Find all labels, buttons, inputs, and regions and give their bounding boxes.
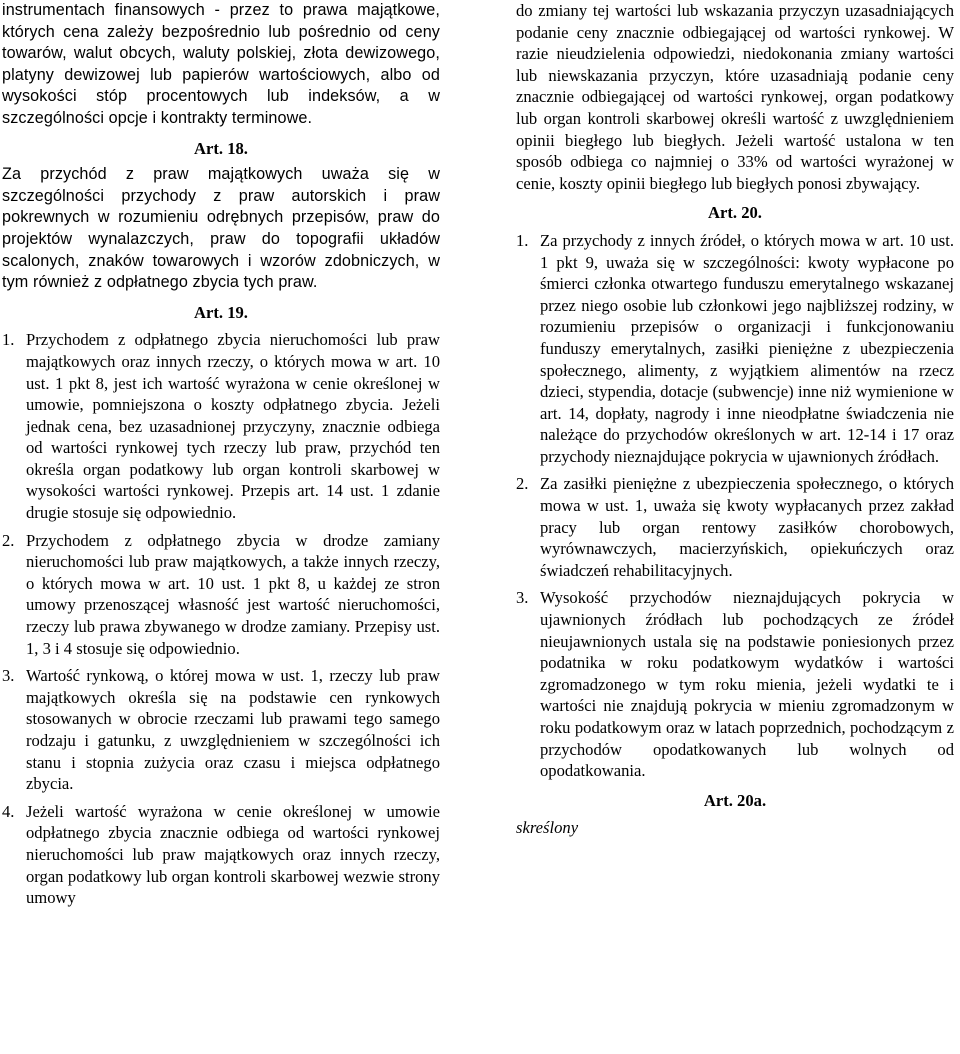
article-20-item-1	[516, 230, 954, 468]
item-text: Jeżeli wartość wyrażona w cenie określonej w umowie odpłatnego zbycia znacznie odbiega od wartości rynkowej nieruchomości lub praw majątkowych oraz innych rzeczy, organ podatkowy lub organ kontroli skarbowej wezwie strony umowy	[26, 801, 440, 908]
article-18-heading: Art. 18.	[194, 138, 248, 158]
item-number: 1.	[2, 330, 15, 350]
article-19-item-1	[2, 329, 440, 523]
article-19-item-3	[2, 665, 440, 795]
item-text: Przychodem z odpłatnego zbycia w drodze zamiany nieruchomości lub praw majątkowych, a także innych rzeczy, o których mowa w art. 10 ust. 1 pkt 8, u każdej ze stron umowy przenoszącej własność jest wartość nieruchomości, rzeczy lub prawa zbywanego w drodze zamiany. Przepisy ust. 1, 3 i 4 stosuje się odpowiednio.	[26, 530, 440, 658]
item-number: 2.	[516, 474, 529, 494]
item-text: Przychodem z odpłatnego zbycia nieruchomości lub praw majątkowych oraz innych rzeczy, o których mowa w art. 10 ust. 1 pkt 8, jest ich wartość wyrażona w cenie określonej w umowie, pomniejszona o koszty odpłatnego zbycia. Jeżeli jednak cena, bez uzasadnionej przyczyny, znacznie odbiega od wartości rynkowej tych rzeczy lub praw, przychód ten określa organ podatkowy lub organ kontroli skarbowej w wysokości wartości rynkowej. Przepis art. 14 ust. 1 zdanie drugie stosuje się odpowiednio.	[26, 330, 440, 523]
article-19-heading: Art. 19.	[194, 302, 248, 322]
item-number: 2.	[2, 530, 15, 550]
paragraph-derivatives-definition: instrumentach finansowych - przez to prawa majątkowe, których cena zależy bezpośrednio lub pośrednio od ceny towarów, walut obcych, waluty polskiej, złota dewizowego, platyny dewizowej lub papierów wartościowych, albo od wysokości stóp procentowych lub indeksów, a w szczególności opcje i kontrakty terminowe.	[2, 1, 440, 127]
article-19-item-4	[2, 801, 440, 909]
article-20a-heading: Art. 20a.	[703, 790, 767, 810]
item-number: 1.	[516, 230, 529, 250]
left-column	[2, 0, 440, 909]
article-20a-repealed-note: skreślony	[516, 818, 579, 838]
item-number: 3.	[2, 666, 15, 686]
paragraph-continuation: do zmiany tej wartości lub wskazania przyczyn uzasadniających podanie ceny znacznie odbiegającej od wartości rynkowej. W razie nieudzielenia odpowiedzi, niedokonania zmiany wartości lub niewskazania przyczyn, które uzasadniają podanie ceny znacznie odbiegającej od wartości rynkowej, organ podatkowy lub organ kontroli skarbowej określi wartość z uwzględnieniem opinii biegłego lub biegłych. Jeżeli wartość ustalona w ten sposób odbiega co najmniej o 33% od wartości wyrażonej w cenie, koszty opinii biegłego lub biegłych ponosi zbywający.	[516, 1, 954, 193]
item-text: Za przychody z innych źródeł, o których mowa w art. 10 ust. 1 pkt 9, uważa się w szczególności: kwoty wypłacone po śmierci członka otwartego funduszu emerytalnego wskazanej przez niego osobie lub członkowi jego najbliższej rodziny, w rozumieniu przepisów o organizacji i funkcjonowaniu funduszy emerytalnych, zasiłki pieniężne z ubezpieczenia społecznego, alimenty, z wyjątkiem alimentów na rzecz dzieci, stypendia, dotacje (subwencje) inne niż wymienione w art. 14, dopłaty, nagrody i inne nieodpłatne świadczenia nie należące do przychodów określonych w art. 12-14 i 17 oraz przychody nieznajdujące pokrycia w ujawnionych źródłach.	[540, 230, 954, 466]
article-19-item-2	[2, 530, 440, 660]
item-number: 4.	[2, 801, 15, 821]
item-text: Za zasiłki pieniężne z ubezpieczenia społecznego, o których mowa w ust. 1, uważa się kwoty wypłacanych przez zakład pracy lub organ rentowy zasiłków chorobowych, wyrównawczych, macierzyńskich, opiekuńczych oraz świadczeń rehabilitacyjnych.	[540, 474, 954, 580]
article-20-item-3	[516, 587, 954, 781]
item-number: 3.	[516, 588, 529, 608]
item-text: Wysokość przychodów nieznajdujących pokrycia w ujawnionych źródłach lub pochodzących ze źródeł nieujawnionych ustala się na podstawie poniesionych przez podatnika w roku podatkowym wydatków i wartości zgromadzonego w tym roku mienia, jeżeli wydatki te i wartości nie znajdują pokrycia w mieniu zgromadzonym w roku podatkowym oraz w latach poprzednich, pochodzącym z przychodów opodatkowanych lub wolnych od opodatkowania.	[540, 588, 954, 781]
item-text: Wartość rynkową, o której mowa w ust. 1, rzeczy lub praw majątkowych określa się na podstawie cen rynkowych stosowanych w obrocie rzeczami lub prawami tego samego rodzaju i gatunku, z uwzględnieniem w szczególności ich stanu i stopnia zużycia oraz czasu i miejsca odpłatnego zbycia.	[26, 666, 440, 794]
article-18-text: Za przychód z praw majątkowych uważa się w szczególności przychody z praw autorskich i praw pokrewnych w rozumieniu odrębnych przepisów, praw do projektów wynalazczych, praw do topografii układów scalonych, znaków towarowych i wzorów zdobniczych, w tym również z odpłatnego zbycia tych praw.	[2, 165, 440, 292]
article-20-item-2	[516, 473, 954, 581]
right-column	[516, 0, 954, 839]
article-20-heading: Art. 20.	[708, 203, 762, 223]
